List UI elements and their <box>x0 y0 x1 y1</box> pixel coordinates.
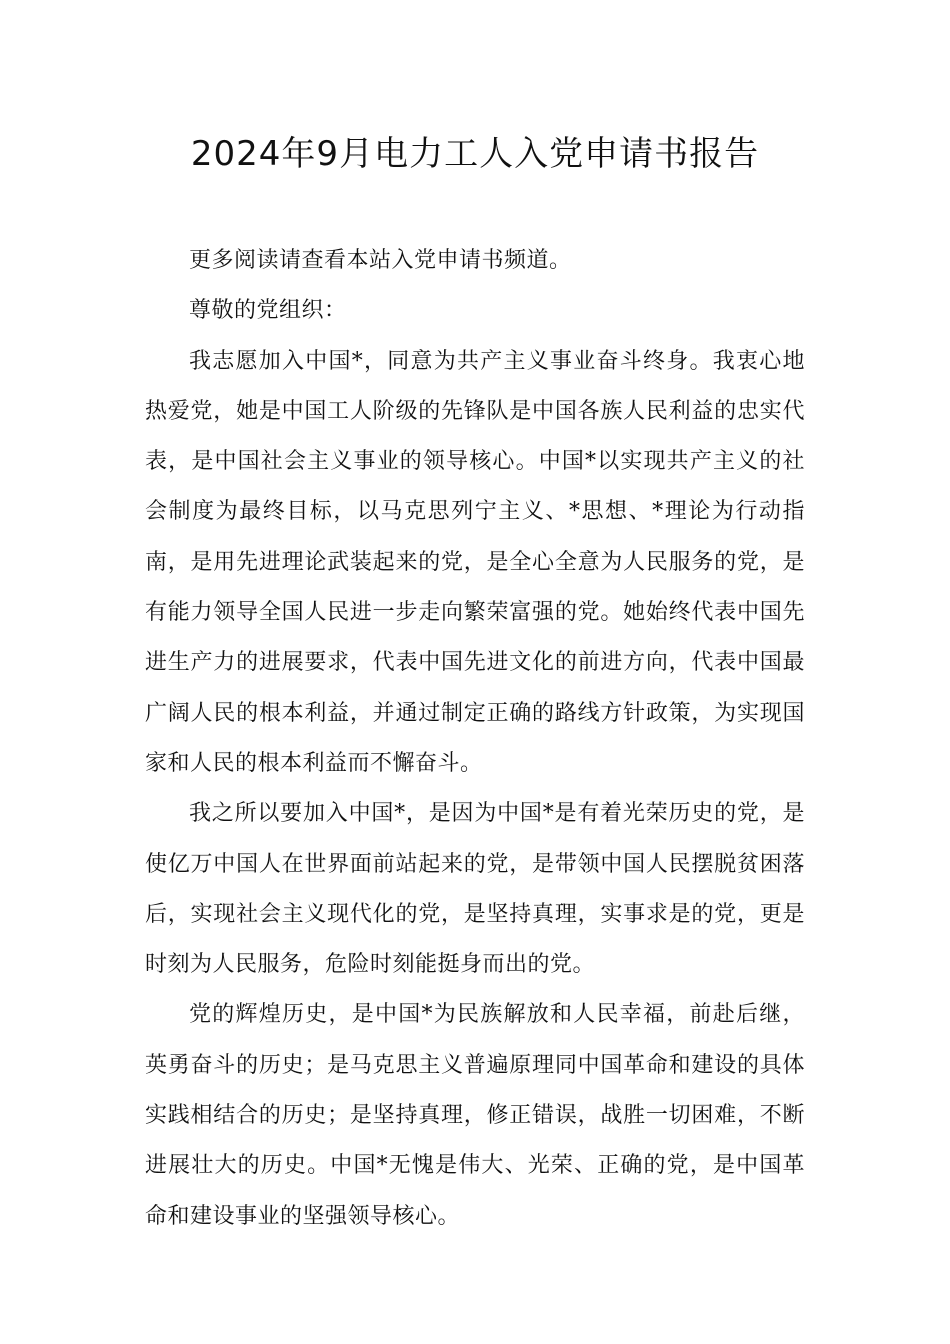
paragraph-body: 党的辉煌历史，是中国*为民族解放和人民幸福，前赴后继，英勇奋斗的历史；是马克思主义普遍原理同中国革命和建设的具体实践相结合的历史；是坚持真理，修正错误，战胜一切困难，不断进展壮大的历史。中国*无愧是伟大、光荣、正确的党，是中国革命和建设事业的坚强领导核心。 <box>145 1002 805 1229</box>
document-title: 2024年9月电力工人入党申请书报告 <box>190 134 760 174</box>
paragraph-body: 我之所以要加入中国*，是因为中国*是有着光荣历史的党，是使亿万中国人在世界面前站起来的党，是带领中国人民摆脱贫困落后，实现社会主义现代化的党，是坚持真理，实事求是的党，更是时刻为人民服务，危险时刻能挺身而出的党。 <box>145 801 805 978</box>
paragraph-body: 我志愿加入中国*，同意为共产主义事业奋斗终身。我衷心地热爱党，她是中国工人阶级的先锋队是中国各族人民利益的忠实代表，是中国社会主义事业的领导核心。中国*以实现共产主义的社会制度为最终目标，以马克思列宁主义、*思想、*理论为行动指南，是用先进理论武装起来的党，是全心全意为人民服务的党，是有能力领导全国人民进一步走向繁荣富强的党。她始终代表中国先进生产力的进展要求，代表中国先进文化的前进方向，代表中国最广阔人民的根本利益，并通过制定正确的路线方针政策，为实现国家和人民的根本利益而不懈奋斗。 <box>145 348 805 776</box>
paragraph-intro-link-note: 更多阅读请查看本站入党申请书频道。 <box>189 248 572 273</box>
document-body <box>145 236 805 1242</box>
paragraph-salutation: 尊敬的党组织： <box>189 298 347 324</box>
